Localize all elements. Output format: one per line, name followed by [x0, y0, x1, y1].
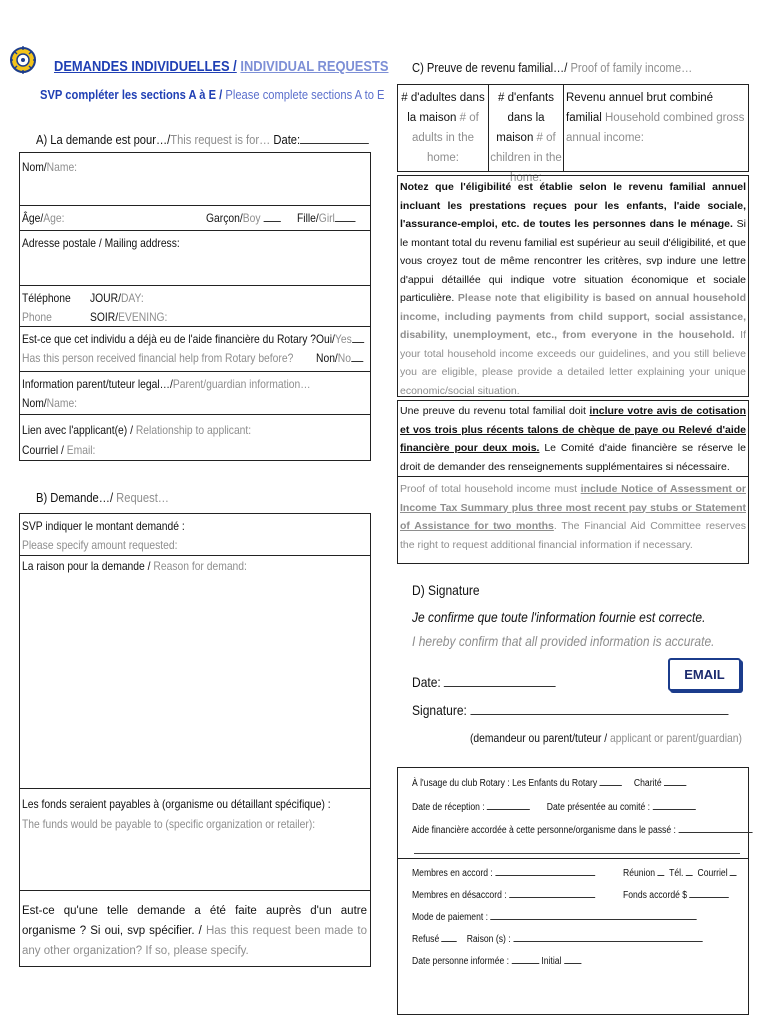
yes-label-en: Yes: [334, 332, 352, 346]
funds-granted-label: Fonds accordé $: [623, 890, 688, 901]
email-field[interactable]: [22, 440, 251, 460]
reasons-label: Raison (s) :: [466, 934, 511, 945]
section-d-heading: D) Signature: [412, 582, 480, 598]
email-label-en: Email:: [66, 443, 96, 457]
name-field[interactable]: [22, 160, 77, 174]
proof-en-2: . The Financial Aid Committee reserves the right to request additional financial information if necessary.: [400, 520, 746, 551]
tel-blank[interactable]: [686, 866, 693, 876]
rotary-logo: [10, 40, 36, 80]
meeting-options: [623, 866, 737, 879]
parent-info: [22, 375, 311, 413]
yes-no-options: [316, 330, 364, 368]
divider: [19, 230, 371, 231]
other-org-en: Has this request been made to any other organization? If so, please specify.: [22, 925, 368, 957]
proof-fr-1: Une preuve du revenu total familial doit: [400, 405, 586, 417]
divider: [19, 371, 371, 372]
girl-label-en: Girl: [318, 211, 335, 225]
section-c-heading: [412, 60, 692, 75]
members-agree-label: Membres en accord :: [412, 868, 493, 879]
yes-checkbox[interactable]: [316, 330, 364, 349]
section-b-heading-fr: B) Demande…/: [36, 490, 114, 505]
meeting-blank[interactable]: [657, 866, 664, 876]
no-blank: [351, 352, 363, 362]
divider: [397, 476, 749, 477]
page-title: [54, 58, 388, 75]
yes-label-fr: Oui/: [316, 332, 335, 346]
girl-label-fr: Fille/: [297, 211, 319, 225]
date-label: Date:: [273, 132, 301, 147]
initial-blank: [564, 954, 581, 964]
reason-fr: La raison pour la demande /: [22, 559, 151, 573]
proof-en-1: Proof of total household income must: [400, 483, 578, 495]
section-b-box: [19, 513, 371, 967]
payment-mode-blank: [490, 910, 696, 920]
no-label-en: No: [337, 351, 352, 365]
club-use-line-2: [412, 800, 695, 813]
phone-fields: [90, 289, 167, 327]
refused-blank: [442, 932, 457, 942]
parent-name-fr: Nom/: [22, 396, 47, 410]
section-a-heading-en: This request is for…: [170, 132, 271, 147]
committee-label: Date présentée au comité :: [546, 802, 651, 813]
prior-help-question: [22, 330, 316, 368]
note-en: If your total household income exceeds our guidelines, and you still believe you are eligible, please provide a detailed letter explaining your unique economic/social situation.: [400, 329, 746, 397]
divider: [563, 84, 564, 172]
divider: [488, 84, 489, 172]
boy-blank: [263, 212, 280, 222]
note-en-bold: Please note that eligibility is based on annual household income, including payments from child support, social assistance, disability, unemployment, etc., from everyone in the household.: [400, 292, 746, 341]
reception-label: Date de réception :: [412, 802, 485, 813]
confirm-en: I hereby confirm that all provided information is accurate.: [412, 633, 715, 649]
prior-aid-blank[interactable]: [678, 823, 752, 833]
section-a-heading-fr: A) La demande est pour…/: [36, 132, 171, 147]
funds-granted-field[interactable]: [623, 888, 729, 901]
relation-fr: Lien avec l'applicant(e) /: [22, 423, 133, 437]
mail-label[interactable]: Courriel: [697, 868, 728, 879]
prior-aid-line: [414, 853, 740, 854]
members-agree-field[interactable]: [412, 866, 595, 879]
divider: [19, 788, 371, 789]
boy-label-en: Boy: [242, 211, 261, 225]
section-b-heading: [36, 490, 169, 505]
children-en: # of children in the home:: [490, 132, 562, 184]
refused-reasons-field[interactable]: [412, 932, 702, 945]
enfants-blank[interactable]: [600, 776, 622, 786]
club-use-line-1: [412, 776, 686, 789]
adults-fr: # d'adultes dans la maison: [401, 92, 485, 124]
children-field[interactable]: [490, 88, 562, 188]
subtitle-en: Please complete sections A to E: [225, 87, 385, 102]
day-phone-field[interactable]: [90, 289, 167, 308]
no-label-fr: Non/: [316, 351, 338, 365]
boy-label-fr: Garçon/: [206, 211, 243, 225]
reception-blank[interactable]: [487, 800, 530, 810]
subtitle-fr: SVP compléter les sections A à E /: [40, 87, 223, 102]
divider: [19, 414, 371, 415]
club-use-line-3: [412, 823, 752, 836]
informed-date-field[interactable]: [412, 954, 581, 967]
email-button[interactable]: EMAIL: [668, 658, 741, 691]
signature-date-label: Date:: [412, 674, 441, 690]
section-c-heading-fr: C) Preuve de revenu familial…/: [412, 60, 568, 75]
divider: [19, 890, 371, 891]
name-label-en: Name:: [46, 160, 78, 174]
section-b-heading-en: Request…: [116, 490, 169, 505]
payable-to-field[interactable]: [22, 794, 331, 834]
members-disagree-label: Membres en désaccord :: [412, 890, 507, 901]
evening-label-fr: SOIR/: [90, 310, 119, 324]
day-label-en: DAY:: [120, 291, 144, 305]
relation-en: Relationship to applicant:: [135, 423, 252, 437]
mail-blank[interactable]: [730, 866, 737, 876]
prior-help-fr: Est-ce que cet individu a déjà eu de l'aide financière du Rotary ?: [22, 332, 316, 346]
divider: [19, 205, 371, 206]
other-org-fr: Est-ce qu'une telle demande a été faite auprès d'un autre organisme ? Si oui, svp spécifier. /: [22, 905, 367, 937]
meeting-label[interactable]: Réunion: [623, 868, 656, 879]
name-label-fr: Nom/: [22, 160, 47, 174]
reason-en: Reason for demand:: [153, 559, 247, 573]
payment-mode-field[interactable]: [412, 910, 697, 923]
note-fr-bold: Notez que l'éligibilité est établie selon le revenu familial annuel incluant les prestations reçues pour les enfants, l'aide sociale, l'assurance-emploi, etc. de toutes les personnes dans le ménage.: [400, 181, 746, 230]
evening-phone-field[interactable]: [90, 308, 167, 327]
signature-date-field[interactable]: [412, 674, 556, 690]
phone-label-en: Phone: [22, 310, 52, 324]
signature-field[interactable]: [412, 702, 728, 718]
signature-label: Signature:: [412, 702, 467, 718]
funds-granted-blank: [689, 888, 729, 898]
email-label-fr: Courriel /: [22, 443, 64, 457]
committee-blank[interactable]: [652, 800, 695, 810]
informed-date-label: Date personne informée :: [412, 956, 510, 967]
tel-label[interactable]: Tél.: [669, 868, 684, 879]
proof-fr: [400, 402, 746, 476]
parent-name-field[interactable]: [22, 394, 311, 413]
signature-date-blank: [444, 674, 556, 687]
yes-blank: [352, 333, 364, 343]
parent-name-en: Name:: [46, 396, 78, 410]
evening-label-en: EVENING:: [118, 310, 168, 324]
charity-label: Charité: [633, 778, 662, 789]
eligibility-note: [400, 178, 746, 400]
signature-blank: [470, 702, 728, 715]
parent-info-en: Parent/guardian information…: [172, 377, 311, 391]
proof-en-ul: include Notice of Assessment or Income Tax Summary plus three most recent pay stubs or Statement of Assistance for two months: [400, 483, 746, 532]
amount-requested-field[interactable]: [22, 517, 185, 555]
adults-field[interactable]: [399, 88, 487, 168]
address-label: Adresse postale / Mailing address:: [22, 236, 180, 250]
section-a-heading: [36, 132, 369, 147]
age-field[interactable]: [22, 211, 64, 225]
reasons-blank: [513, 932, 702, 942]
income-en: Household combined gross annual income:: [566, 112, 745, 144]
date-field[interactable]: [300, 134, 369, 144]
charity-blank[interactable]: [664, 776, 686, 786]
age-label-fr: Âge/: [22, 211, 44, 225]
divider: [19, 326, 371, 327]
relation-email: [22, 420, 251, 460]
household-income-field[interactable]: [566, 88, 746, 148]
confirm-fr: Je confirme que toute l'information fournie est correcte.: [412, 609, 706, 625]
page-subtitle: [40, 87, 384, 102]
divider: [397, 858, 749, 859]
note-fr: Si le montant total du revenu familial est supérieur au seuil d'éligibilité, et que vous croyez tout de même rencontrer les critères, svp indure une lettre d'appui détaillée qui indique votre situation économique et sociale particulière.: [400, 218, 746, 304]
title-fr: DEMANDES INDIVIDUELLES /: [54, 58, 237, 75]
title-en: INDIVIDUAL REQUESTS: [240, 58, 389, 75]
parent-info-fr: Information parent/tuteur legal…/: [22, 377, 173, 391]
adults-en: # of adults in the home:: [411, 112, 479, 164]
payable-en: The funds would be payable to (specific organization or retailer):: [22, 817, 316, 831]
day-label-fr: JOUR/: [90, 291, 121, 305]
initial-label: Initial: [541, 956, 562, 967]
other-organization-field[interactable]: [22, 901, 367, 961]
prior-help-en: Has this person received financial help from Rotary before?: [22, 351, 294, 365]
boy-checkbox[interactable]: [206, 211, 281, 225]
mailing-address-field[interactable]: [22, 236, 180, 250]
proof-fr-ul: inclure votre avis de cotisation et vos trois plus récents talons de chèque de paye ou Relevé d'aide financière pour deux mois.: [400, 405, 746, 454]
prior-aid-label: Aide financière accordée à cette personne/organisme dans le passé :: [412, 825, 676, 836]
members-disagree-field[interactable]: [412, 888, 595, 901]
members-agree-blank: [495, 866, 595, 876]
income-fr: Revenu annuel brut combiné familial: [566, 92, 714, 124]
children-fr: # d'enfants dans la maison: [496, 92, 554, 144]
phone-label: [22, 289, 71, 327]
signer-note: [470, 731, 742, 745]
signer-en: applicant or parent/guardian): [609, 731, 742, 745]
age-label-en: Age:: [43, 211, 65, 225]
proof-fr-2: Le Comité d'aide financière se réserve le droit de demander des renseignements supplémentaires si nécessaire.: [400, 442, 746, 473]
phone-label-fr: Téléphone: [22, 291, 71, 305]
divider: [19, 285, 371, 286]
signer-fr: (demandeur ou parent/tuteur /: [470, 731, 608, 745]
proof-en: [400, 480, 746, 554]
payable-fr: Les fonds seraient payables à (organisme ou détaillant spécifique) :: [22, 797, 331, 811]
members-disagree-blank: [509, 888, 595, 898]
girl-blank: [335, 212, 356, 222]
amount-fr: SVP indiquer le montant demandé :: [22, 519, 185, 533]
club-use-label: À l'usage du club Rotary : Les Enfants du Rotary: [412, 778, 598, 789]
reason-field[interactable]: [22, 559, 247, 573]
payment-mode-label: Mode de paiement :: [412, 912, 489, 923]
divider: [19, 555, 371, 556]
refused-label: Refusé: [412, 934, 440, 945]
informed-date-blank: [511, 954, 539, 964]
section-c-heading-en: Proof of family income…: [570, 60, 693, 75]
girl-checkbox[interactable]: [297, 211, 355, 225]
relationship-field[interactable]: [22, 420, 251, 440]
no-checkbox[interactable]: [316, 349, 364, 368]
amount-en: Please specify amount requested:: [22, 538, 178, 552]
